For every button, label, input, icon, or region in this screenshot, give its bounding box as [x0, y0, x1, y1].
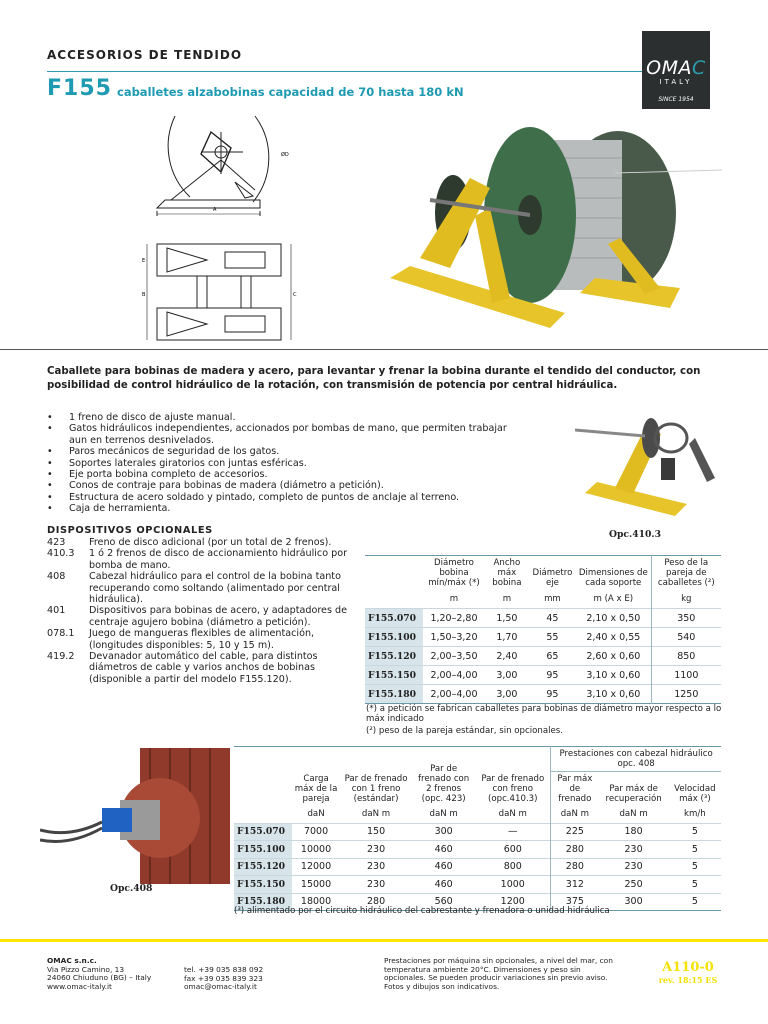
optional-item: [47, 605, 362, 628]
table-cell: 560: [412, 893, 475, 911]
fax: fax +39 035 839 323: [184, 973, 263, 983]
table1-note-2: (²) peso de la pareja estándar, sin opcionales.: [366, 726, 563, 736]
feature-item: • Eje porta bobina completo de accesorios.: [47, 469, 517, 480]
intro-text: Caballete para bobinas de madera y acero, para levantar y frenar la bobina durante el tendido del conductor, con posibilidad de control hidráulico de la rotación, con transmisión de potencia por central hidráulica.: [47, 366, 701, 391]
table-cell: 2,60 x 0,60: [576, 647, 651, 666]
table-row: [365, 666, 721, 685]
col-header: Par máx de recuperación: [605, 784, 662, 804]
drawing-label-b: B: [142, 292, 146, 298]
table-cell: 2,40 x 0,55: [576, 628, 651, 647]
optional-code: 078.1: [47, 628, 75, 640]
table-cell: 2,00–4,00: [423, 666, 485, 685]
table-cell: 280: [551, 841, 599, 859]
col-header: Diámetro eje: [532, 568, 573, 588]
optional-code: 401: [47, 605, 66, 617]
table-cell: 600: [475, 841, 550, 859]
table-row: [234, 876, 721, 894]
feature-item: • Caja de herramienta.: [47, 503, 517, 514]
email-link[interactable]: omac@omac-italy.it: [184, 982, 257, 992]
table-cell: 18000: [292, 893, 340, 911]
unit: daN m: [429, 809, 458, 820]
phone: tel. +39 035 838 092: [184, 965, 264, 974]
feature-item: • Estructura de acero soldado y pintado, completo de puntos de anclaje al terreno.: [47, 492, 517, 503]
table-row: [234, 841, 721, 859]
table-cell: 1000: [475, 876, 550, 894]
table2-note: (³) alimentado por el circuito hidráulico del cabrestante y frenadora o unidad hidráulica: [234, 906, 610, 916]
table-group-row: [234, 747, 721, 772]
drawing-label-a: A: [213, 207, 217, 213]
unit: daN m: [551, 806, 599, 823]
table-cell: 230: [598, 858, 668, 876]
table-cell: 65: [529, 647, 576, 666]
table-units-row: [234, 806, 721, 823]
unit: daN: [307, 809, 325, 820]
unit: daN m: [619, 809, 648, 820]
table-header-row: [365, 556, 721, 591]
drawing-label-e: E: [142, 258, 146, 264]
model-cell: F155.180: [234, 893, 292, 911]
col-header: Carga máx de la pareja: [294, 774, 338, 804]
table-cell: —: [475, 823, 550, 841]
table-cell: 15000: [292, 876, 340, 894]
document-revision: rev. 18:15 ES: [658, 975, 718, 985]
table-cell: 45: [529, 609, 576, 628]
product-subtitle: caballetes alzabobinas capacidad de 70 hasta 180 kN: [117, 85, 464, 99]
table-cell: 460: [412, 858, 475, 876]
model-cell: F155.150: [365, 666, 423, 685]
table-cell: 1,70: [485, 628, 529, 647]
table-cell: 375: [551, 893, 599, 911]
unit: mm: [544, 594, 561, 604]
table-cell: 150: [340, 823, 412, 841]
optional-item: [47, 628, 362, 651]
unit: kg: [651, 590, 721, 609]
table-cell: 250: [598, 876, 668, 894]
technical-drawing: [135, 112, 315, 347]
document-code: A110-0: [662, 960, 714, 975]
table-row: [365, 647, 721, 666]
section-divider: [0, 349, 768, 350]
optional-title: DISPOSITIVOS OPCIONALES: [47, 525, 213, 536]
table-cell: 540: [651, 628, 721, 647]
table-row: [365, 685, 721, 704]
optional-item: [47, 571, 362, 605]
table-cell: 1100: [651, 666, 721, 685]
optional-code: 423: [47, 537, 66, 548]
unit: m (A x E): [593, 594, 634, 604]
feature-item: • Gatos hidráulicos independientes, accionados por bombas de mano, que permiten trabajar aun en terrenos desnivelados.: [47, 423, 517, 446]
table-cell: 5: [669, 823, 721, 841]
optional-item: [47, 537, 362, 548]
option-408-photo: [40, 748, 230, 884]
table-cell: 5: [669, 841, 721, 859]
contact-block: [184, 966, 263, 992]
table-cell: 3,00: [485, 685, 529, 704]
table-cell: 180: [598, 823, 668, 841]
col-header: Dimensiones de cada soporte: [578, 568, 648, 588]
optional-text: 1 ó 2 frenos de disco de accionamiento hidráulico por bomba de mano.: [89, 548, 348, 571]
table1-note-1: (*) a petición se fabrican caballetes para bobinas de diámetro mayor respecto a lo máx indicado: [366, 704, 722, 724]
address-line: 24060 Chiuduno (BG) – Italy: [47, 973, 152, 983]
table-cell: 230: [340, 876, 412, 894]
table-cell: 1,20–2,80: [423, 609, 485, 628]
model-cell: F155.070: [234, 823, 292, 841]
table-cell: 460: [412, 841, 475, 859]
table-row: [365, 609, 721, 628]
optional-text: Freno de disco adicional (por un total de 2 frenos).: [89, 537, 332, 548]
table-cell: 2,00–3,50: [423, 647, 485, 666]
unit: daN m: [498, 809, 527, 820]
table-cell: 300: [412, 823, 475, 841]
optional-text: Devanador automático del cable, para distintos diámetros de cable y varios anchos de bobinas (disponible a partir del modelo F155.120).: [89, 651, 318, 685]
product-photo: [380, 118, 725, 336]
optional-text: Dispositivos para bobinas de acero, y adaptadores de centraje agujero bobina (diámetro a petición).: [89, 605, 348, 628]
table-cell: 350: [651, 609, 721, 628]
col-header: Diámetro bobina mín/máx (*): [428, 558, 480, 588]
performance-table: [234, 746, 721, 911]
model-cell: F155.120: [365, 647, 423, 666]
col-header: Ancho máx bobina: [492, 558, 522, 588]
model-cell: F155.120: [234, 858, 292, 876]
table-cell: 95: [529, 666, 576, 685]
table-row: [234, 823, 721, 841]
unit: m: [449, 594, 459, 604]
model-cell: F155.150: [234, 876, 292, 894]
drawing-label-c: C: [293, 292, 297, 298]
logo-since: SINCE 1954: [658, 96, 694, 103]
table-cell: 10000: [292, 841, 340, 859]
table-cell: 55: [529, 628, 576, 647]
optional-list: [47, 537, 362, 685]
table-cell: 280: [340, 893, 412, 911]
feature-item: • Paros mecánicos de seguridad de los gatos.: [47, 446, 517, 457]
header-rule: [47, 71, 647, 72]
section-title: ACCESORIOS DE TENDIDO: [47, 48, 243, 62]
col-header: Par de frenado con freno (opc.410.3): [481, 774, 545, 804]
feature-item: • Conos de contraje para bobinas de madera (diámetro a petición).: [47, 480, 517, 491]
feature-item: • Soportes laterales giratorios con juntas esféricas.: [47, 458, 517, 469]
model-cell: F155.100: [234, 841, 292, 859]
table-cell: 5: [669, 858, 721, 876]
table-cell: 1200: [475, 893, 550, 911]
group-header: Prestaciones con cabezal hidráulico opc. 408: [551, 747, 721, 772]
optional-text: Juego de mangueras flexibles de alimentación, (longitudes disponibles: 5, 10 y 15 m).: [89, 628, 315, 651]
model-cell: F155.180: [365, 685, 423, 704]
table-cell: 3,10 x 0,60: [576, 666, 651, 685]
caption-opc-408: Opc.408: [110, 883, 153, 894]
optional-code: 410.3: [47, 548, 75, 560]
table-cell: 12000: [292, 858, 340, 876]
table-cell: 225: [551, 823, 599, 841]
col-header: Velocidad máx (³): [674, 784, 716, 804]
table-cell: 2,00–4,00: [423, 685, 485, 704]
table-cell: 5: [669, 876, 721, 894]
table-cell: 2,40: [485, 647, 529, 666]
option-410-photo: [575, 398, 725, 520]
table-cell: 1,50: [485, 609, 529, 628]
col-header: Peso de la pareja de caballetes (²): [651, 556, 721, 591]
logo-country: ITALY: [659, 78, 693, 86]
unit: m: [502, 594, 512, 604]
unit: km/h: [684, 809, 706, 820]
table-cell: 5: [669, 893, 721, 911]
table-cell: 95: [529, 685, 576, 704]
company-name: OMAC s.n.c.: [47, 956, 97, 965]
model-code: F155: [47, 76, 112, 101]
table-cell: 230: [340, 841, 412, 859]
table-cell: 230: [598, 841, 668, 859]
feature-item: • 1 freno de disco de ajuste manual.: [47, 412, 517, 423]
table-cell: 800: [475, 858, 550, 876]
feature-list: [47, 412, 517, 515]
table-cell: 3,10 x 0,60: [576, 685, 651, 704]
logo-brand-accent: C: [692, 57, 706, 79]
disclaimer: Prestaciones por máquina sin opcionales, a nivel del mar, con temperatura ambiente 20°C. Dimensiones y peso sin opcionales. Se pueden producir variaciones sin previo aviso. Fotos y dibujos son indicativos.: [384, 956, 613, 991]
website-link[interactable]: www.omac-italy.it: [47, 981, 112, 991]
logo-brand: OMA: [646, 57, 693, 79]
table-cell: 230: [340, 858, 412, 876]
footer-rule: [0, 939, 768, 942]
optional-item: [47, 651, 362, 685]
table-cell: 7000: [292, 823, 340, 841]
caption-opc-410: Opc.410.3: [609, 529, 661, 540]
optional-code: 408: [47, 571, 66, 583]
table-cell: 300: [598, 893, 668, 911]
col-header: Par de frenado con 2 frenos (opc. 423): [418, 764, 470, 804]
model-cell: F155.100: [365, 628, 423, 647]
unit: daN m: [361, 809, 391, 820]
table-units-row: [365, 590, 721, 609]
col-header: Par máx de frenado: [551, 772, 599, 807]
table-cell: 1,50–3,20: [423, 628, 485, 647]
table-cell: 3,00: [485, 666, 529, 685]
optional-code: 419.2: [47, 651, 75, 663]
table-cell: 280: [551, 858, 599, 876]
dimensions-table: [365, 555, 721, 704]
table-cell: 312: [551, 876, 599, 894]
table-cell: 850: [651, 647, 721, 666]
optional-text: Cabezal hidráulico para el control de la bobina tanto recuperando como soltando (alimentado por central hidráulica).: [89, 571, 341, 606]
omac-logo: [642, 31, 710, 109]
table-row: [365, 628, 721, 647]
table-cell: 1250: [651, 685, 721, 704]
table-cell: 460: [412, 876, 475, 894]
model-cell: F155.070: [365, 609, 423, 628]
col-header: Par de frenado con 1 freno (estándar): [344, 774, 408, 804]
table-cell: 2,10 x 0,50: [576, 609, 651, 628]
address-line: Via Pizzo Camino, 13: [47, 964, 125, 974]
company-block: [47, 957, 151, 991]
table-row: [234, 858, 721, 876]
optional-item: [47, 548, 362, 571]
drawing-label-d: ØD: [281, 152, 289, 158]
